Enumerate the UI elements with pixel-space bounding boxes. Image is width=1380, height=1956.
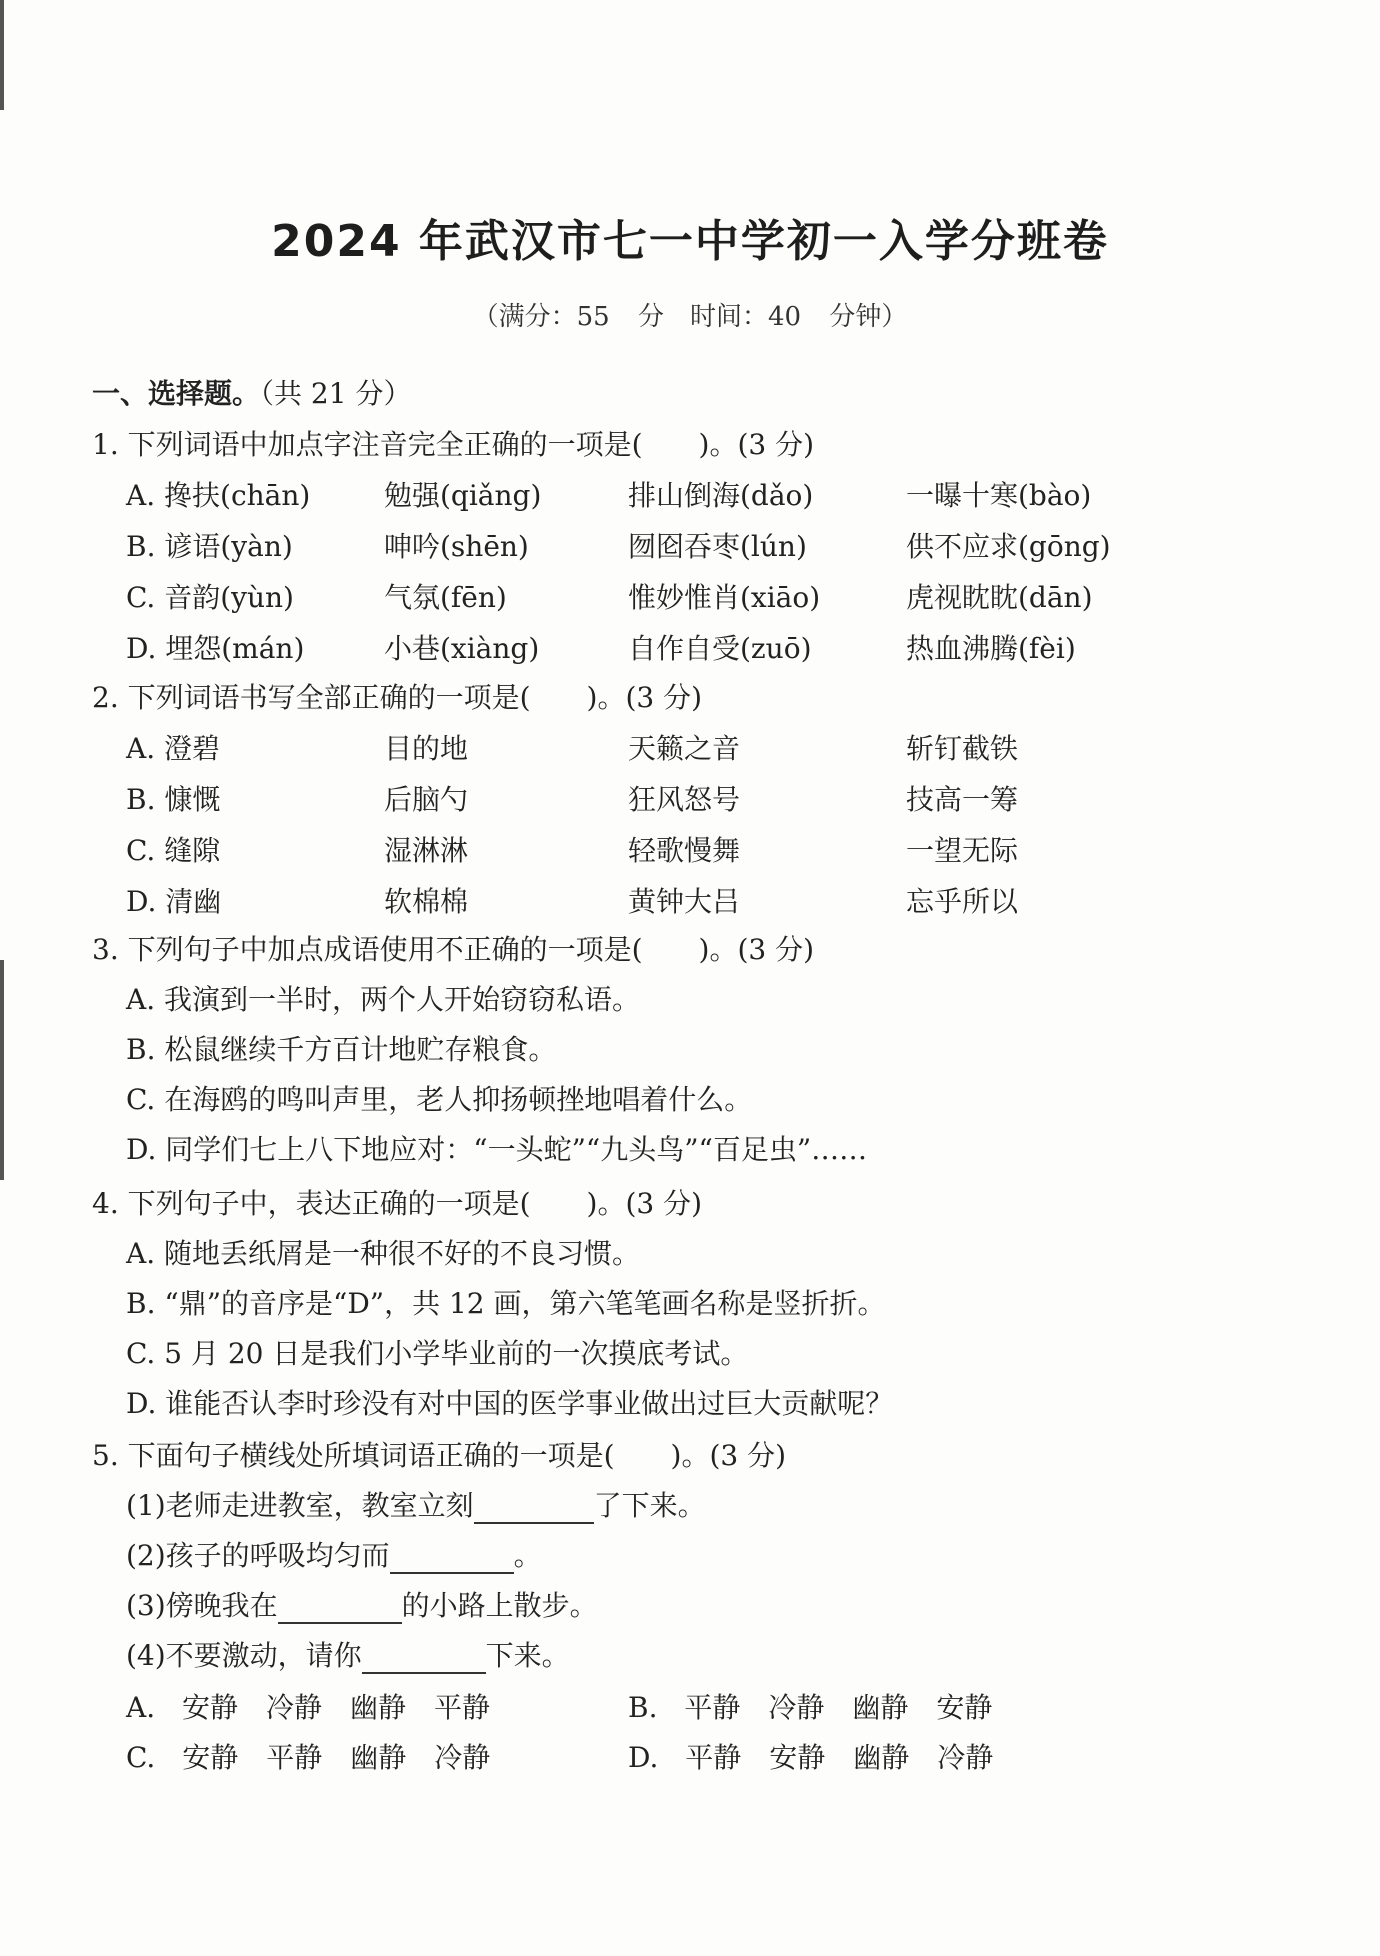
scan-edge-mark xyxy=(0,0,4,110)
fill-blank xyxy=(474,1492,594,1524)
question-2-stem: 2. 下列词语书写全部正确的一项是( )。(3 分) xyxy=(92,681,703,714)
q1-option-cell: 一曝十寒(bào) xyxy=(906,479,1092,512)
q2-option-cell: 天籁之音 xyxy=(628,732,741,765)
option-text: B. 松鼠继续千方百计地贮存粮食。 xyxy=(126,1033,557,1066)
q1-option-cell: 排山倒海(dǎo) xyxy=(628,479,814,512)
sentence-text: 下来。 xyxy=(485,1639,570,1672)
question-5-sentence-1 xyxy=(126,1484,706,1524)
q1-option-cell: C. 音韵(yùn) xyxy=(126,581,294,614)
q2-option-cell: 忘乎所以 xyxy=(906,885,1019,918)
q2-option-cell: 轻歌慢舞 xyxy=(628,834,741,867)
option-text: C. 在海鸥的鸣叫声里，老人抑扬顿挫地唱着什么。 xyxy=(126,1083,753,1116)
question-4-stem: 4. 下列句子中，表达正确的一项是( )。(3 分) xyxy=(92,1187,703,1220)
q1-option-cell: 小巷(xiàng) xyxy=(384,632,540,665)
q1-option-cell: A. 搀扶(chān) xyxy=(126,479,311,512)
question-3-option-b xyxy=(126,1028,556,1068)
question-3-option-c xyxy=(126,1078,752,1118)
q1-option-cell: 供不应求(gōng) xyxy=(906,530,1111,563)
question-5-sentence-4 xyxy=(126,1634,570,1674)
section-points: （共 21 分） xyxy=(260,377,412,410)
question-5-choice-a: A. 安静 冷静 幽静 平静 xyxy=(126,1691,491,1724)
question-3-option-d xyxy=(126,1128,867,1168)
q2-option-cell: D. 清幽 xyxy=(126,885,222,918)
q1-option-cell: 热血沸腾(fèi) xyxy=(906,632,1076,665)
page-subtitle: （满分：55 分 时间：40 分钟） xyxy=(472,302,908,332)
question-5-choice-c: C. 安静 平静 幽静 冷静 xyxy=(126,1741,491,1774)
question-5-sentence-3 xyxy=(126,1584,598,1624)
q2-option-cell: 软棉棉 xyxy=(384,885,469,918)
q1-option-cell: 自作自受(zuō) xyxy=(628,632,812,665)
question-5-sentence-2 xyxy=(126,1534,542,1574)
sentence-text: 。 xyxy=(513,1539,542,1572)
question-3-stem: 3. 下列句子中加点成语使用不正确的一项是( )。(3 分) xyxy=(92,933,815,966)
q2-option-cell: 后脑勺 xyxy=(384,783,469,816)
q2-option-cell: B. 慷慨 xyxy=(126,783,221,816)
q2-option-cell: A. 澄碧 xyxy=(126,732,221,765)
question-3-option-a xyxy=(126,978,640,1018)
fill-blank xyxy=(390,1542,514,1574)
q2-option-cell: 一望无际 xyxy=(906,834,1019,867)
question-5-choice-d: D. 平静 安静 幽静 冷静 xyxy=(628,1741,994,1774)
question-4-option-c: C. 5 月 20 日是我们小学毕业前的一次摸底考试。 xyxy=(126,1337,749,1370)
sentence-text: 了下来。 xyxy=(593,1489,706,1522)
q2-option-cell: C. 缝隙 xyxy=(126,834,221,867)
q1-option-cell: D. 埋怨(mán) xyxy=(126,632,305,665)
question-4-option-a: A. 随地丢纸屑是一种很不好的不良习惯。 xyxy=(126,1237,641,1270)
scan-edge-mark xyxy=(0,960,4,1180)
page-title: 2024 年武汉市七一中学初一入学分班卷 xyxy=(271,216,1109,267)
sentence-text: (1)老师走进教室，教室立刻 xyxy=(126,1489,474,1522)
question-5-stem: 5. 下面句子横线处所填词语正确的一项是( )。(3 分) xyxy=(92,1439,787,1472)
fill-blank xyxy=(278,1592,402,1624)
q1-option-cell: 勉强(qiǎng) xyxy=(384,479,542,512)
question-1-stem: 1. 下列词语中加点字注音完全正确的一项是( )。(3 分) xyxy=(92,428,815,461)
option-text: D. 同学们七上八下地应对：“一头蛇”“九头鸟”“百足虫”…… xyxy=(126,1133,868,1166)
q1-option-cell: 气氛(fēn) xyxy=(384,581,507,614)
q1-option-cell: 囫囵吞枣(lún) xyxy=(628,530,807,563)
q2-option-cell: 目的地 xyxy=(384,732,469,765)
q2-option-cell: 湿淋淋 xyxy=(384,834,469,867)
sentence-text: 的小路上散步。 xyxy=(401,1589,598,1622)
q1-option-cell: 虎视眈眈(dān) xyxy=(906,581,1093,614)
question-4-option-d: D. 谁能否认李时珍没有对中国的医学事业做出过巨大贡献呢？ xyxy=(126,1387,894,1420)
q2-option-cell: 狂风怒号 xyxy=(628,783,741,816)
sentence-text: (2)孩子的呼吸均匀而 xyxy=(126,1539,390,1572)
q1-option-cell: 惟妙惟肖(xiāo) xyxy=(628,581,821,614)
section-heading xyxy=(92,372,411,412)
q2-option-cell: 技高一筹 xyxy=(906,783,1019,816)
q1-option-cell: 呻吟(shēn) xyxy=(384,530,529,563)
question-5-choice-b: B. 平静 冷静 幽静 安静 xyxy=(628,1691,993,1724)
sentence-text: (4)不要激动，请你 xyxy=(126,1639,362,1672)
q2-option-cell: 黄钟大吕 xyxy=(628,885,741,918)
option-text: A. 我演到一半时，两个人开始窃窃私语。 xyxy=(126,983,641,1016)
section-title: 一、选择题。 xyxy=(92,377,261,410)
question-4-option-b: B. “鼎”的音序是“D”，共 12 画，第六笔笔画名称是竖折折。 xyxy=(126,1287,886,1320)
sentence-text: (3)傍晚我在 xyxy=(126,1589,278,1622)
q1-option-cell: B. 谚语(yàn) xyxy=(126,530,293,563)
fill-blank xyxy=(362,1642,486,1674)
q2-option-cell: 斩钉截铁 xyxy=(906,732,1019,765)
